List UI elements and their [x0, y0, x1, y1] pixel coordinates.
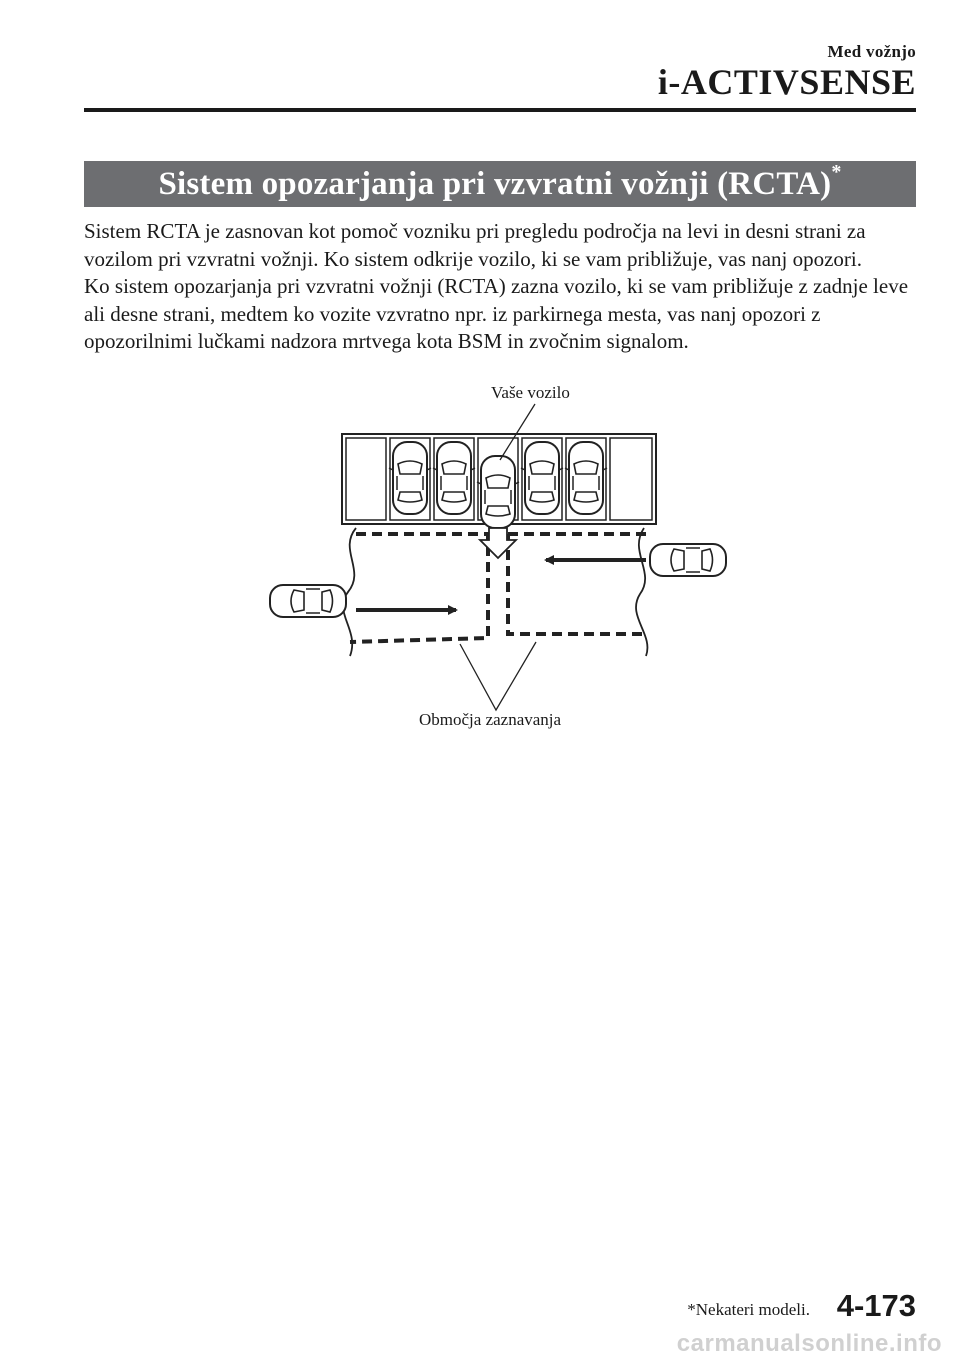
section-banner — [84, 161, 916, 207]
approaching-vehicle-left — [270, 585, 346, 617]
paragraph-detail: Ko sistem opozarjanja pri vzvratni vožnji (RCTA) zazna vozilo, ki se vam približuje z zadnje leve ali desne strani, medtem ko vozite vzvratno npr. iz parkirnega mesta, vas nanj opozori z opozorilnimi lučkami nadzora mrtvega kota BSM in zvočnim signalom. — [84, 274, 909, 353]
rcta-diagram — [260, 380, 760, 730]
label-detection-areas: Območja zaznavanja — [419, 710, 562, 729]
body-text — [84, 218, 920, 356]
watermark: carmanualsonline.info — [676, 1330, 942, 1357]
header-rule — [84, 108, 916, 112]
paragraph-intro: Sistem RCTA je zasnovan kot pomoč vozniku pri pregledu področja na levi in desni strani za vozilom pri vzvratni vožnji. Ko sistem odkrije vozilo, ki se vam približuje, vas nanj opozori. — [84, 219, 866, 271]
footnote: *Nekateri modeli. — [687, 1300, 810, 1319]
your-vehicle — [477, 456, 519, 528]
header-section: Med vožnjo — [827, 42, 916, 61]
header-chapter-title: i-ACTIVSENSE — [657, 62, 916, 102]
road-edge-right — [636, 528, 647, 656]
section-title: Sistem opozarjanja pri vzvratni vožnji (RCTA) — [158, 166, 832, 202]
optional-equipment-marker: * — [831, 161, 842, 183]
label-your-vehicle: Vaše vozilo — [491, 383, 570, 402]
page-number: 4-173 — [836, 1288, 916, 1323]
rcta-diagram-illustration — [260, 380, 760, 730]
leader-line-detection-areas — [460, 642, 536, 710]
approaching-vehicle-right — [650, 544, 726, 576]
